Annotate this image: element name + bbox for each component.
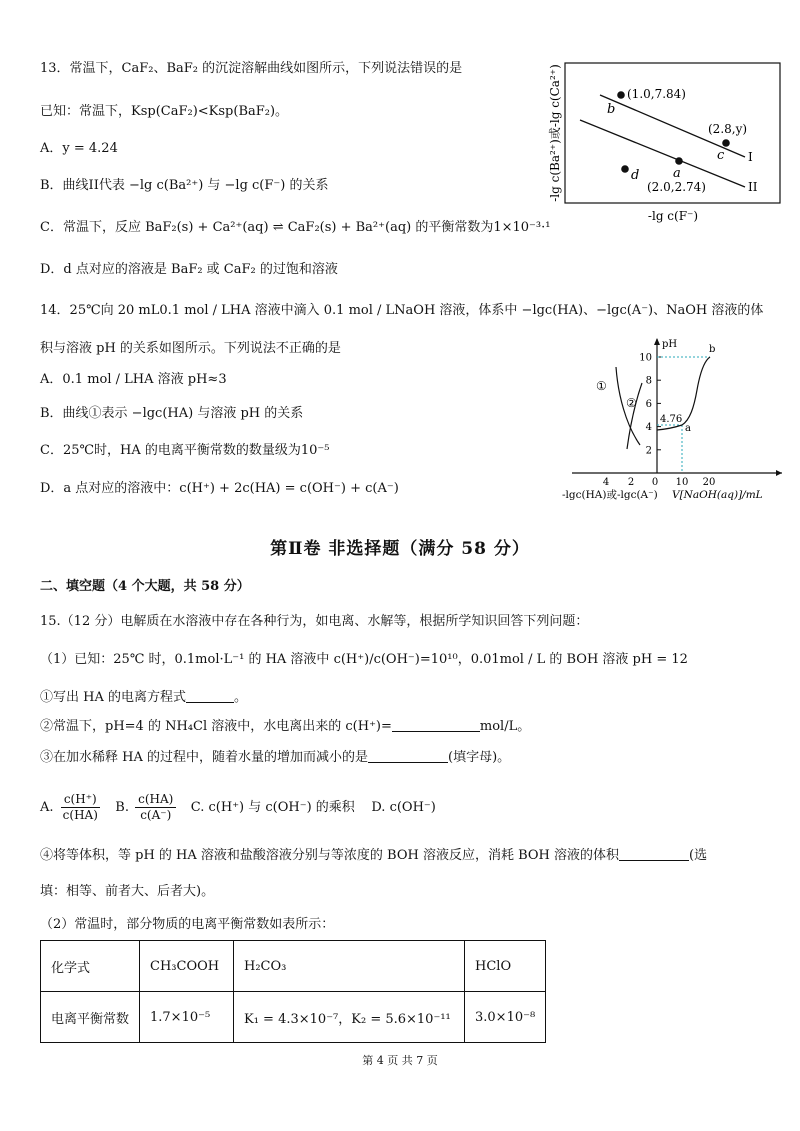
q14-xtick-left: 0	[651, 477, 659, 488]
q13-option-b: B．曲线II代表 −lg c(Ba²⁺) 与 −lg c(F⁻) 的关系	[40, 178, 329, 193]
q14-option-a: A．0.1 mol / LHA 溶液 pH≈3	[40, 372, 227, 387]
q15-opt-a-label: A.	[40, 800, 54, 815]
q14-stem-line1: 14．25℃向 20 mL0.1 mol / LHA 溶液中滴入 0.1 mol / LNaOH 溶液，体系中 −lgc(HA)、−lgc(A⁻)、NaOH 溶液的体	[40, 303, 764, 318]
q13-label-b-coord: (1.0,7.84)	[627, 87, 686, 101]
q13-option-d: D．d 点对应的溶液是 BaF₂ 或 CaF₂ 的过饱和溶液	[40, 262, 338, 277]
q14-y-arrow	[654, 338, 660, 345]
q14-stem-line2: 积与溶液 pH 的关系如图所示。下列说法不正确的是	[40, 341, 341, 356]
table-row	[41, 992, 546, 1043]
q13-label-a-coord: (2.0,2.74)	[647, 180, 706, 194]
q13-label-c: c	[717, 148, 725, 163]
q15-opt-a-frac	[60, 792, 101, 823]
q15-s3-end: (填字母)。	[448, 750, 511, 765]
q15-s1-end: 。	[234, 690, 248, 705]
q14-figure	[560, 335, 785, 505]
q15-s4-text: ④将等体积，等 pH 的 HA 溶液和盐酸溶液分别与等浓度的 BOH 溶液反应，消耗 BOH 溶液的体积	[40, 848, 620, 863]
q15-s4-end: (选	[689, 848, 708, 863]
q14-option-d: D．a 点对应的溶液中：c(H⁺) + 2c(HA) = c(OH⁻) + c(A⁻)	[40, 481, 399, 496]
table-cell: H₂CO₃	[234, 941, 465, 992]
q14-xtick-right: 10	[675, 477, 689, 488]
q13-point-b	[617, 91, 625, 99]
q15-opt-a-num: c(H⁺)	[61, 792, 100, 808]
q14-xtick-left: 2	[627, 477, 635, 488]
q15-opt-c: C. c(H⁺) 与 c(OH⁻) 的乘积	[190, 800, 355, 815]
q15-s3-options	[40, 792, 436, 823]
q13-option-c: C．常温下，反应 BaF₂(s) + Ca²⁺(aq) ⇌ CaF₂(s) + Ba²⁺(aq) 的平衡常数为1×10⁻³·¹	[40, 220, 551, 235]
q14-xtick-left: 4	[602, 477, 610, 488]
q15-p2: （2）常温时，部分物质的电离平衡常数如表所示：	[40, 917, 335, 932]
q14-option-c: C．25℃时，HA 的电离平衡常数的数量级为10⁻⁵	[40, 443, 330, 458]
q15-s2	[40, 717, 530, 736]
table-cell: K₁ = 4.3×10⁻⁷，K₂ = 5.6×10⁻¹¹	[234, 992, 465, 1043]
q15-s2-end: mol/L。	[479, 719, 531, 734]
table-cell: 3.0×10⁻⁸	[465, 992, 546, 1043]
q14-point-a-label: a	[685, 423, 691, 434]
q14-value-label: 4.76	[660, 414, 683, 425]
q13-curve-label-II: II	[748, 180, 758, 194]
table-cell: 1.7×10⁻⁵	[140, 992, 234, 1043]
q13-label-d: d	[631, 168, 640, 183]
q15-stem: 15.（12 分）电解质在水溶液中存在各种行为，如电离、水解等，根据所学知识回答下列问题：	[40, 614, 589, 629]
table-header-row	[41, 941, 546, 992]
q14-xlabel-right: V[NaOH(aq)]/mL	[672, 489, 763, 501]
q15-s4-blank[interactable]	[619, 846, 689, 861]
q14-option-b: B．曲线①表示 −lgc(HA) 与溶液 pH 的关系	[40, 406, 304, 421]
q14-ytick-label: 6	[645, 398, 652, 410]
q15-s2-text: ②常温下，pH=4 的 NH₄Cl 溶液中，水电离出来的 c(H⁺)=	[40, 719, 392, 734]
table-cell: 电离平衡常数	[41, 992, 140, 1043]
q13-stem: 13．常温下，CaF₂、BaF₂ 的沉淀溶解曲线如图所示，下列说法错误的是	[40, 61, 463, 76]
q14-ytick-label: 2	[645, 445, 652, 457]
q13-option-a: A．y = 4.24	[40, 141, 118, 156]
q15-opt-a-den: c(HA)	[62, 808, 98, 822]
q14-ytick-label: 4	[645, 422, 652, 434]
q15-s1-text: ①写出 HA 的电离方程式	[40, 690, 186, 705]
q14-xtick-right: 20	[702, 477, 716, 488]
q15-opt-b-frac	[135, 792, 176, 823]
q13-curve-label-I: I	[748, 150, 753, 164]
q15-s4	[40, 846, 707, 865]
q15-s3-text: ③在加水稀释 HA 的过程中，随着水量的增加而减小的是	[40, 750, 368, 765]
table-cell: CH₃COOH	[140, 941, 234, 992]
q13-figure	[545, 55, 785, 230]
q15-s1-blank[interactable]	[186, 688, 234, 703]
constants-table	[40, 940, 546, 1043]
q14-ytick-label: 10	[639, 352, 652, 364]
q13-label-a: a	[673, 166, 681, 181]
page-footer: 第 4 页 共 7 页	[362, 1054, 438, 1067]
q15-s1	[40, 688, 247, 707]
table-cell: 化学式	[41, 941, 140, 992]
q14-xlabel-left: -lgc(HA)或-lgc(A⁻)	[562, 489, 658, 501]
q14-ylabel: pH	[662, 339, 678, 350]
part2-section: 二、填空题（4 个大题，共 58 分）	[40, 579, 250, 594]
table-cell: HClO	[465, 941, 546, 992]
q15-s3-blank[interactable]	[368, 748, 448, 763]
q14-ytick-label: 8	[645, 375, 652, 387]
q13-point-d	[621, 165, 629, 173]
q15-p1: （1）已知：25℃ 时，0.1mol·L⁻¹ 的 HA 溶液中 c(H⁺)/c(OH⁻)=10¹⁰，0.01mol / L 的 BOH 溶液 pH = 12	[40, 652, 688, 667]
q15-opt-b-den: c(A⁻)	[140, 808, 172, 822]
q15-opt-d: D. c(OH⁻)	[371, 800, 436, 815]
q15-s2-blank[interactable]	[392, 717, 480, 732]
part2-title: 第Ⅱ卷 非选择题（满分 58 分）	[270, 539, 530, 559]
q15-opt-b-label: B.	[115, 800, 129, 815]
q13-ylabel: -lg c(Ba²⁺)或-lg c(Ca²⁺)	[548, 64, 562, 202]
q14-x-arrow	[776, 470, 782, 476]
q13-known: 已知：常温下，Ksp(CaF₂)<Ksp(BaF₂)。	[40, 104, 289, 119]
q15-opt-b-num: c(HA)	[135, 792, 176, 808]
q13-point-a	[675, 157, 683, 165]
q13-xlabel: -lg c(F⁻)	[647, 209, 699, 223]
q13-point-c	[722, 139, 730, 147]
q14-point-b-label: b	[709, 344, 716, 355]
q15-s4-line2: 填：相等、前者大、后者大)。	[40, 884, 215, 899]
q14-curve-2	[627, 383, 642, 449]
q15-s3	[40, 748, 510, 767]
q14-curve-label-2: ②	[626, 396, 637, 410]
q13-label-b: b	[607, 102, 616, 117]
q14-curve-label-1: ①	[596, 379, 607, 393]
q13-label-c-coord: (2.8,y)	[708, 122, 748, 136]
